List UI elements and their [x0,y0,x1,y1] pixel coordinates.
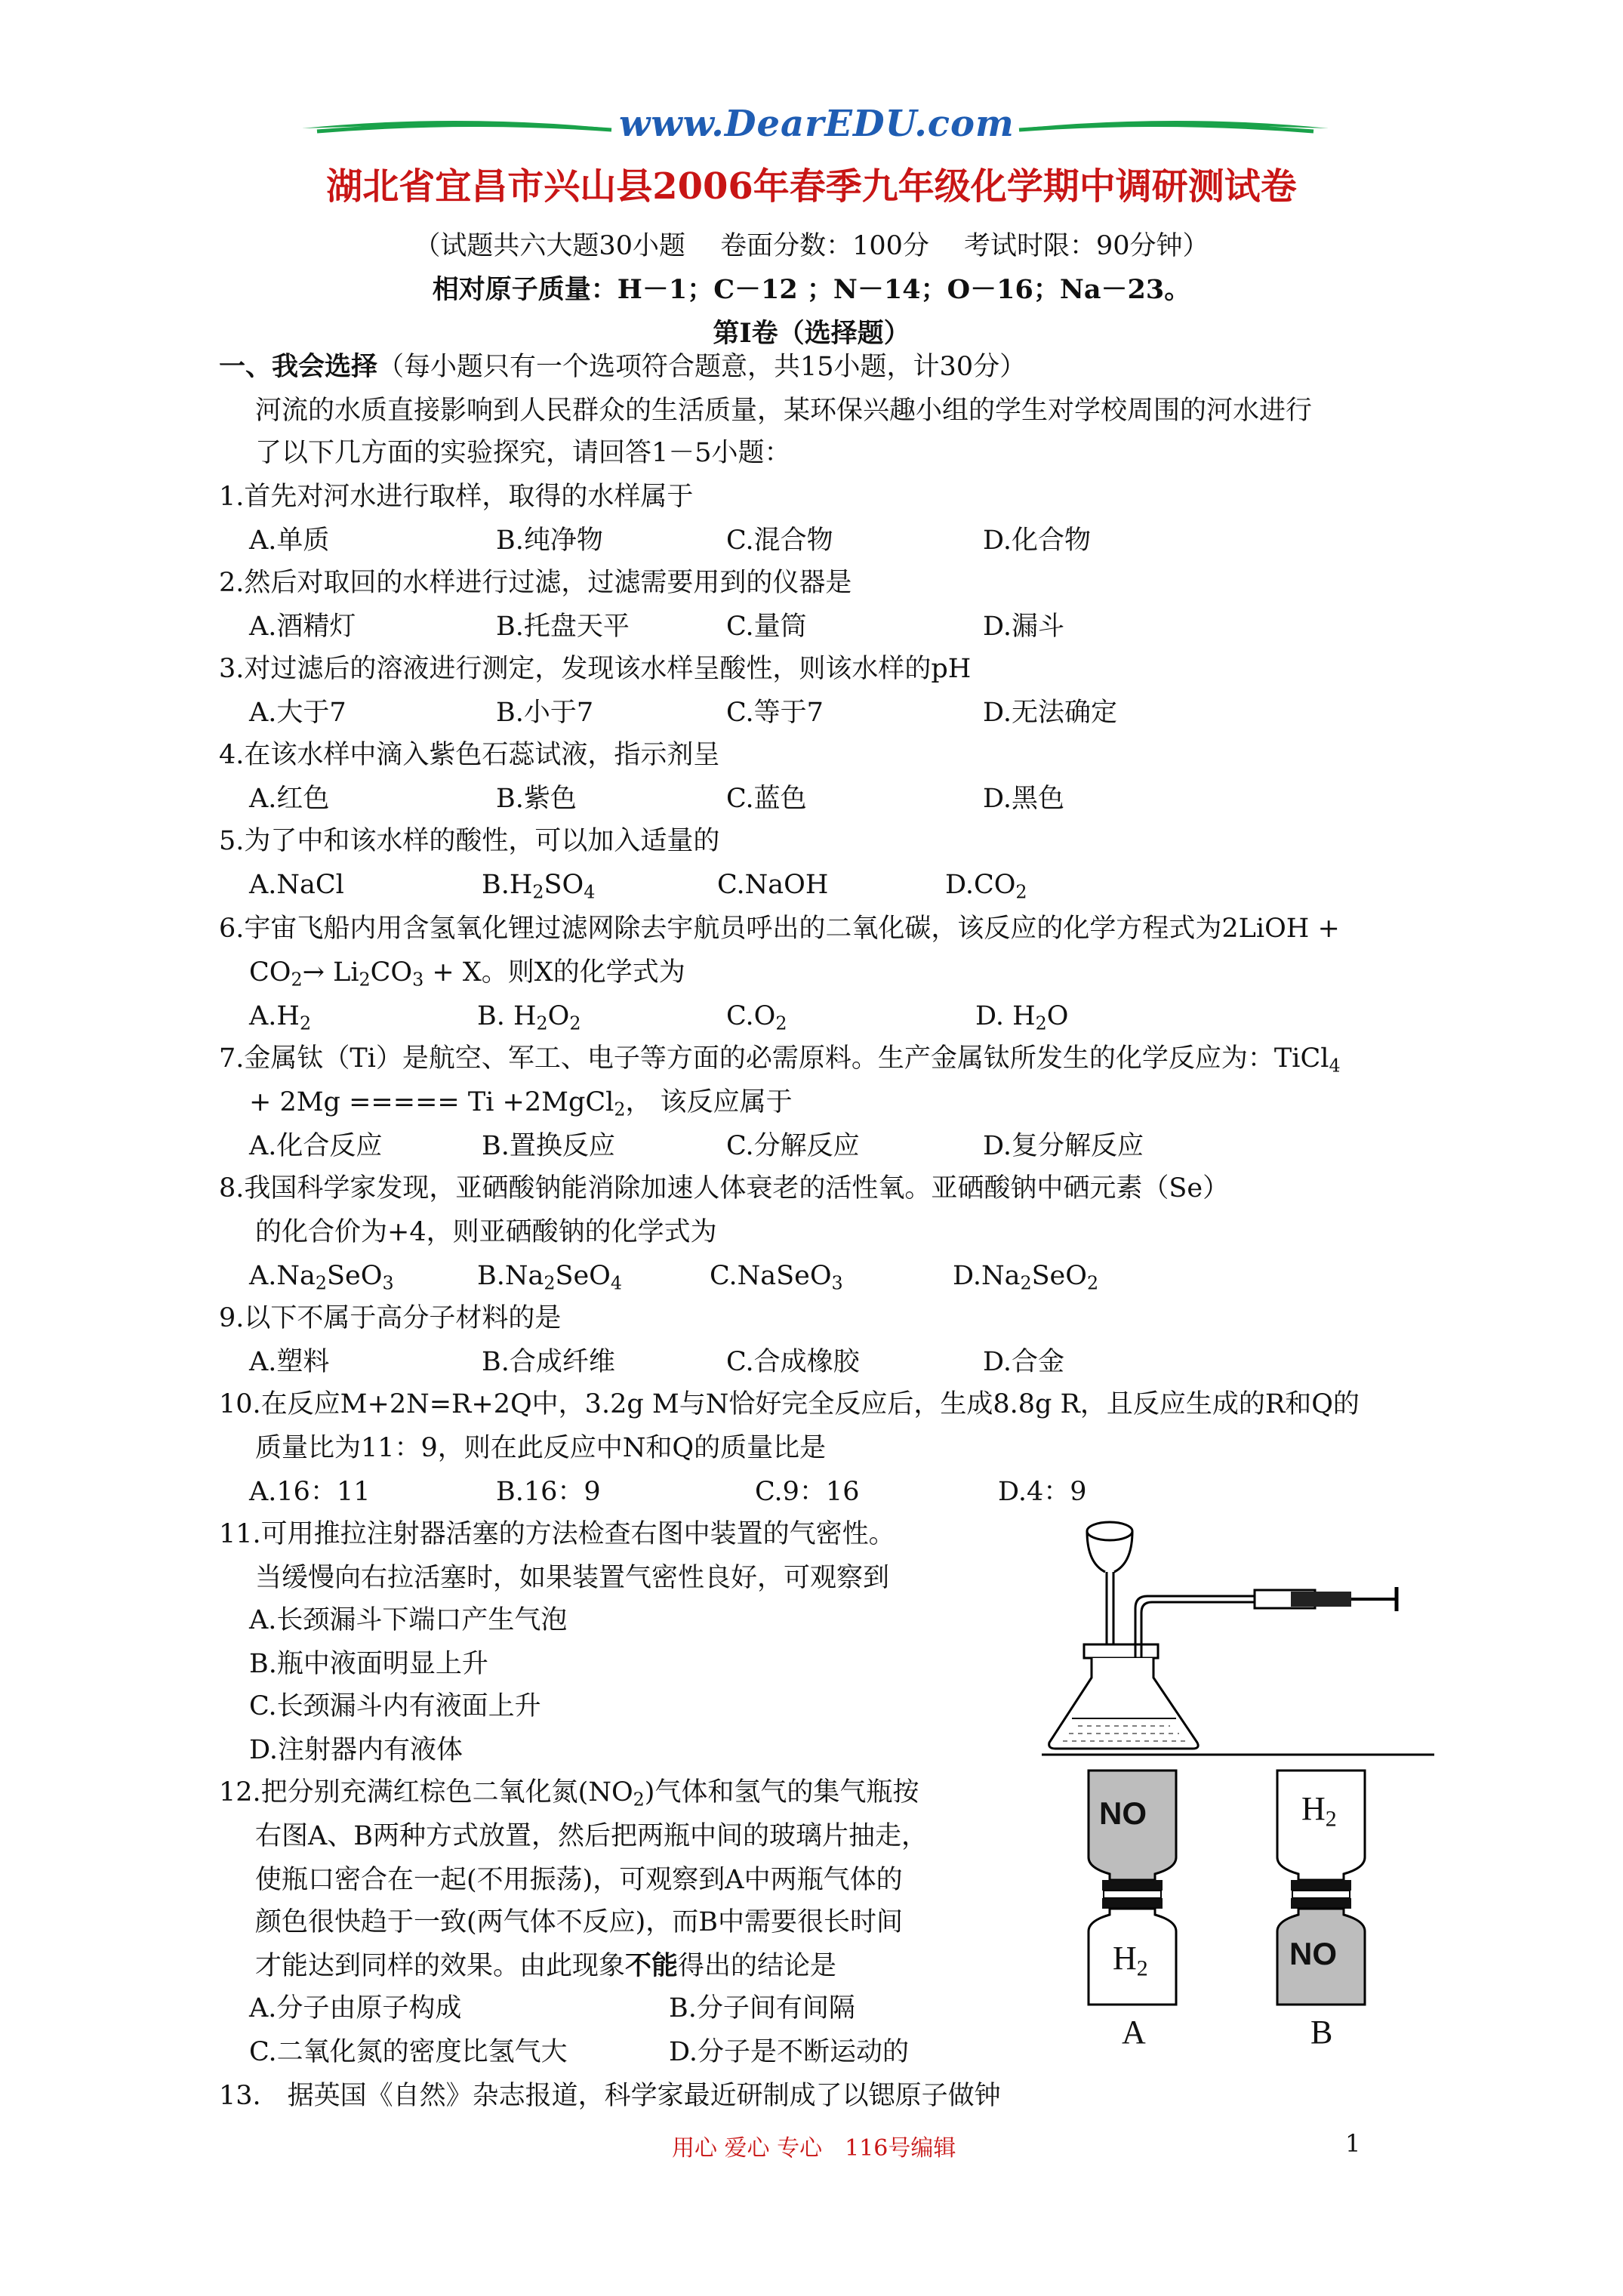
q7-option-b: B.置换反应 [482,1131,615,1161]
q12-line-4: 颜色很快趋于一致(两气体不反应)，而B中需要很长时间 [255,1907,904,1937]
q7-option-d: D.复分解反应 [983,1131,1144,1161]
q3-stem: 3.对过滤后的溶液进行测定，发现该水样呈酸性，则该水样的pH [219,654,972,684]
q8-option-a: $A.Na_2SeO_3$ [249,1261,394,1294]
q2-option-b: B.托盘天平 [496,612,630,642]
banner-site-text: www.DearEDU.com [619,103,1015,145]
q13-line-1: 13. 据英国《自然》杂志报道，科学家最近研制成了以锶原子做钟 [219,2081,1001,2111]
q10-option-c: C.9：16 [755,1477,860,1507]
q9-option-d: D.合金 [983,1347,1064,1377]
syringe-icon [1255,1587,1397,1611]
intro-line-1: 河流的水质直接影响到人民群众的生活质量，某环保兴趣小组的学生对学校周围的河水进行 [255,396,1313,426]
q1-option-c: C.混合物 [726,525,833,556]
q8-option-d: $D.Na_2SeO_2$ [953,1261,1099,1294]
q12-line-1: 12.把分别充满红棕色二氧化氮$(NO_2)$气体和氢气的集气瓶按 [219,1777,919,1811]
q3-option-b: B.小于7 [496,698,594,728]
jar-a-top [1089,1771,1176,1898]
q3-option-d: D.无法确定 [983,698,1117,728]
page-title: 湖北省宜昌市兴山县2006年春季九年级化学期中调研测试卷 [326,165,1297,208]
volume-title: 第Ⅰ卷（选择题） [713,318,910,349]
q7-option-c: C.分解反应 [726,1131,860,1161]
q5-option-a: A.NaCl [249,870,344,900]
atomic-mass-line: 相对原子质量：H－1；C－12 ；N－14；O－16；Na－23。 [432,274,1191,305]
q10-line-1: 10.在反应M+2N=R+2Q中，3.2g M与N恰好完全反应后，生成8.8g R，且反应生成的R和Q的 [219,1389,1360,1419]
q2-option-d: D.漏斗 [983,612,1064,642]
q4-stem: 4.在该水样中滴入紫色石蕊试液，指示剂呈 [219,740,720,770]
q3-option-c: C.等于7 [726,698,824,728]
q5-option-b: $B.H_2SO_4$ [482,870,596,903]
gas-jars-figure [1057,1767,1404,2054]
q1-stem: 1.首先对河水进行取样，取得的水样属于 [219,482,694,512]
section1-heading-bold: 一、我会选择 [219,351,378,382]
exam-info: （试题共六大题30小题 卷面分数：100分 考试时限：90分钟） [414,231,1209,261]
q12-line-5: 才能达到同样的效果。由此现象不能得出的结论是 [255,1950,837,1981]
q5-option-d: $D.CO_2$ [945,870,1027,903]
page-number: 1 [1345,2129,1361,2158]
q12-option-d: D.分子是不断运动的 [669,2037,909,2067]
q11-line-2: 当缓慢向右拉活塞时，如果装置气密性良好，可观察到 [255,1563,890,1593]
q10-option-a: A.16：11 [249,1477,371,1507]
jar-b-top-label: $H_2$ [1301,1790,1337,1832]
q11-option-a: A.长颈漏斗下端口产生气泡 [249,1605,568,1635]
jar-a-caption: A [1122,2014,1146,2051]
q9-option-a: A.塑料 [249,1347,330,1377]
q6-line-1: 6.宇宙飞船内用含氢氧化锂过滤网除去宇航员呼出的二氧化碳，该反应的化学方程式为2LiOH + [219,914,1340,944]
q2-option-c: C.量筒 [726,612,807,642]
q11-line-1: 11.可用推拉注射器活塞的方法检查右图中装置的气密性。 [219,1519,895,1549]
section1-heading [219,352,1026,382]
q7-line-2: + 2Mg ===== Ti +2MgCl$_2$， 该反应属于 [249,1087,793,1120]
q8-option-b: $B.Na_2SeO_4$ [477,1261,623,1294]
q7-line-1: 7.金属钛（Ti）是航空、军工、电子等方面的必需原料。生产金属钛所发生的化学反应为：TiCl$_4$ [219,1043,1341,1077]
q11-option-b: B.瓶中液面明显上升 [249,1649,488,1679]
q9-option-c: C.合成橡胶 [726,1347,860,1377]
q12-option-c: C.二氧化氮的密度比氢气大 [249,2037,568,2067]
q4-option-c: C.蓝色 [726,784,807,814]
q1-option-a: A.单质 [249,525,330,556]
q11-option-d: D.注射器内有液体 [249,1735,463,1765]
q12-option-b: B.分子间有间隔 [669,1993,855,2023]
q5-stem: 5.为了中和该水样的酸性，可以加入适量的 [219,826,720,856]
jar-b-caption: B [1310,2014,1333,2051]
q10-line-2: 质量比为11：9，则在此反应中N和Q的质量比是 [255,1433,827,1463]
q6-line-2: $CO_2\to Li_2CO_3 + X$。则X的化学式为 [249,957,685,991]
apparatus-figure [1042,1502,1434,1759]
q2-stem: 2.然后对取回的水样进行过滤，过滤需要用到的仪器是 [219,568,852,598]
q4-option-d: D.黑色 [983,784,1064,814]
q7-option-a: A.化合反应 [249,1131,383,1161]
intro-line-2: 了以下几方面的实验探究，请回答1－5小题： [255,438,791,468]
q5-option-c: C.NaOH [717,870,829,900]
q9-option-b: B.合成纤维 [482,1347,615,1377]
section1-heading-rest: （每小题只有一个选项符合题意，共15小题，计30分） [377,352,1027,382]
q10-option-d: D.4：9 [998,1477,1087,1507]
q8-option-c: C.NaSeO$_3$ [710,1261,843,1294]
q9-stem: 9.以下不属于高分子材料的是 [219,1303,562,1333]
q8-line-2: 的化合价为+4，则亚硒酸钠的化学式为 [255,1217,717,1247]
q2-option-a: A.酒精灯 [249,612,356,642]
conical-flask-icon [1049,1644,1198,1749]
q6-option-c: $C.O_2$ [726,1001,787,1034]
q4-option-a: A.红色 [249,784,330,814]
q1-option-d: D.化合物 [983,525,1091,556]
q12-line-2: 右图A、B两种方式放置，然后把两瓶中间的玻璃片抽走， [255,1821,928,1851]
q10-option-b: B.16：9 [496,1477,601,1507]
q6-option-a: $A.H_2$ [249,1001,312,1034]
jar-a-bottom-label: $H_2$ [1113,1940,1148,1981]
q8-line-1: 8.我国科学家发现，亚硒酸钠能消除加速人体衰老的活性氧。亚硒酸钠中硒元素（Se） [219,1173,1230,1203]
footer-text: 用心 爱心 专心 116号编辑 [672,2135,956,2162]
q1-option-b: B.纯净物 [496,525,603,556]
q4-option-b: B.紫色 [496,784,577,814]
jar-a-top-label: NO [1099,1795,1147,1831]
jar-b-bottom-label: NO [1289,1936,1337,1971]
q12-line-3: 使瓶口密合在一起(不用振荡)，可观察到A中两瓶气体的 [255,1865,903,1895]
q6-option-d: D. $H_2O$ [975,1001,1069,1034]
q11-option-c: C.长颈漏斗内有液面上升 [249,1691,541,1721]
q6-option-b: B. $H_2O_2$ [477,1001,581,1034]
q12-option-a: A.分子由原子构成 [249,1993,462,2023]
q3-option-a: A.大于7 [249,698,346,728]
